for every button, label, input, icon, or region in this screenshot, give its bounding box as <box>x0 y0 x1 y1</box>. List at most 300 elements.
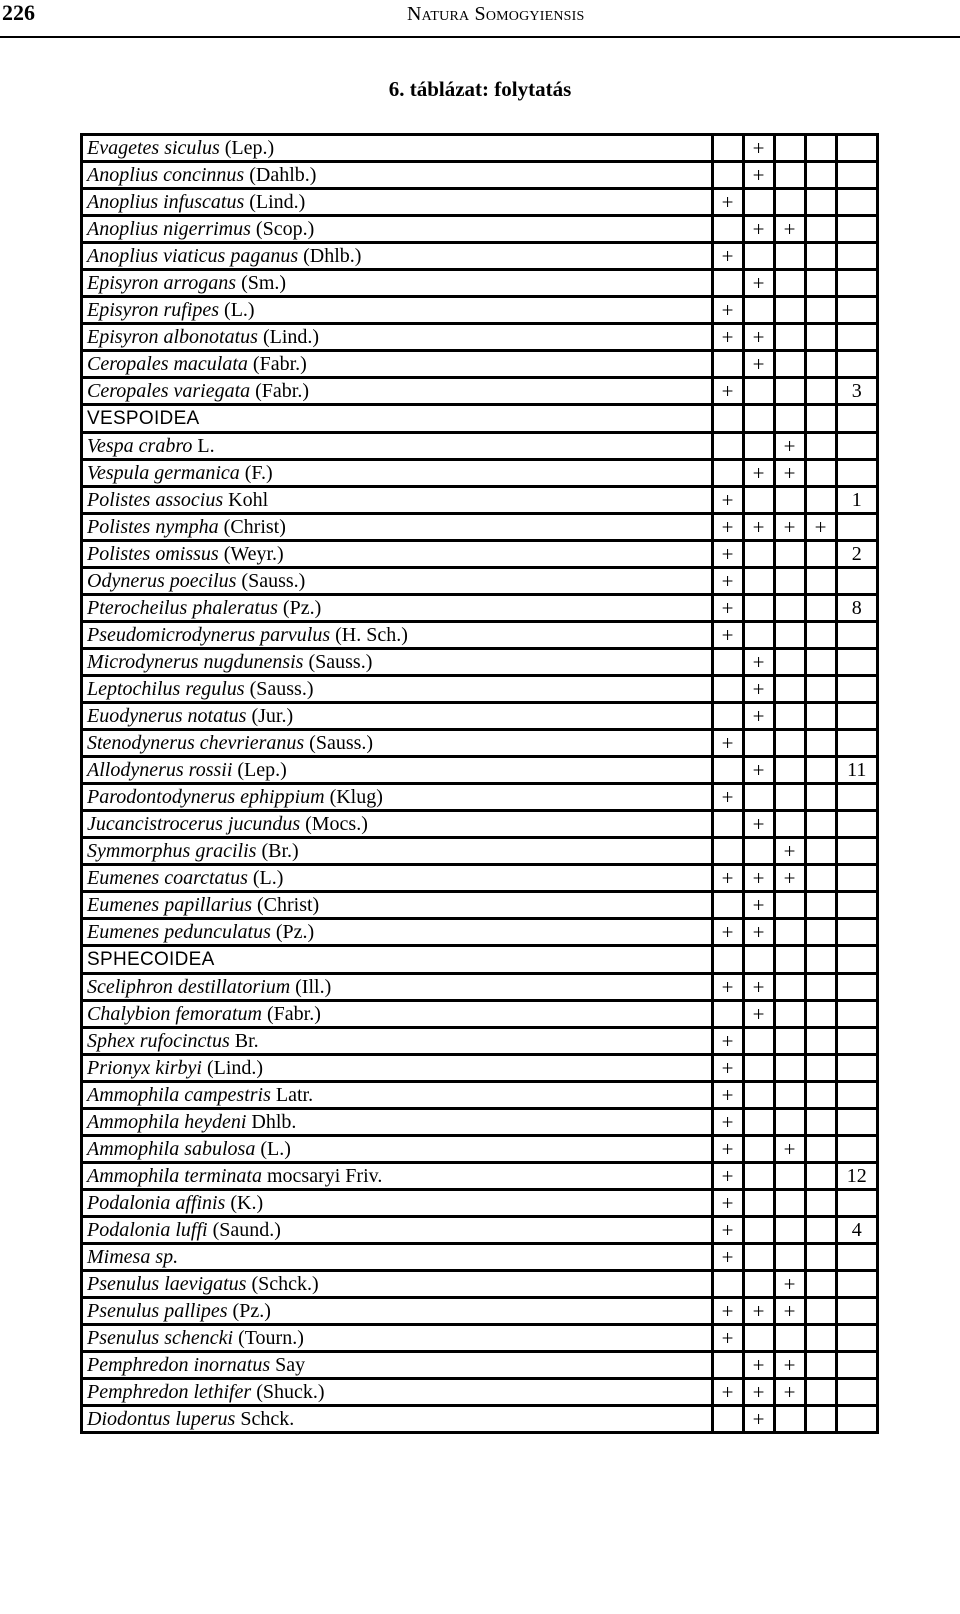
presence-mark-cell <box>805 324 836 351</box>
presence-mark-cell <box>743 378 774 405</box>
presence-mark-cell: + <box>743 1379 774 1406</box>
presence-mark-cell: + <box>712 1190 743 1217</box>
count-cell <box>836 1136 877 1163</box>
taxon-cell <box>82 1028 713 1055</box>
presence-mark-cell: + <box>743 892 774 919</box>
table-row <box>82 1001 878 1028</box>
presence-mark-cell <box>743 622 774 649</box>
count-cell <box>836 649 877 676</box>
species-name: Anoplius nigerrimus <box>87 218 251 240</box>
author-citation: Schck. <box>240 1408 295 1430</box>
table-body <box>82 135 878 1433</box>
author-citation: (Sauss.) <box>309 732 374 754</box>
author-citation: (Tourn.) <box>238 1327 304 1349</box>
presence-mark-cell <box>743 189 774 216</box>
presence-mark-cell <box>774 1055 805 1082</box>
species-name: Microdynerus nugdunensis <box>87 651 304 673</box>
table-row <box>82 703 878 730</box>
table-row <box>82 324 878 351</box>
species-name: Anoplius viaticus paganus <box>87 245 299 267</box>
presence-mark-cell <box>805 1217 836 1244</box>
species-name: Polistes associus <box>87 489 224 511</box>
presence-mark-cell <box>712 351 743 378</box>
table-row <box>82 649 878 676</box>
taxon-cell <box>82 1163 713 1190</box>
count-cell <box>836 811 877 838</box>
presence-mark-cell: + <box>712 541 743 568</box>
presence-mark-cell <box>712 216 743 243</box>
taxon-cell <box>82 1055 713 1082</box>
table-row <box>82 1136 878 1163</box>
taxon-cell <box>82 514 713 541</box>
count-cell <box>836 514 877 541</box>
presence-mark-cell: + <box>743 351 774 378</box>
table-row <box>82 1109 878 1136</box>
species-name: Sphex rufocinctus <box>87 1030 230 1052</box>
author-citation: (Sauss.) <box>308 651 373 673</box>
author-citation: Latr. <box>275 1084 314 1106</box>
presence-mark-cell <box>712 1352 743 1379</box>
presence-mark-cell <box>712 460 743 487</box>
taxon-cell <box>82 1271 713 1298</box>
presence-mark-cell: + <box>743 514 774 541</box>
presence-mark-cell <box>774 974 805 1001</box>
table-row <box>82 270 878 297</box>
count-cell <box>836 676 877 703</box>
presence-mark-cell <box>805 1244 836 1271</box>
table-row <box>82 243 878 270</box>
presence-mark-cell <box>805 487 836 514</box>
presence-mark-cell <box>805 243 836 270</box>
count-cell <box>836 189 877 216</box>
author-citation: (Ill.) <box>295 976 332 998</box>
presence-mark-cell <box>774 649 805 676</box>
author-citation: (Fabr.) <box>255 380 310 402</box>
presence-mark-cell: + <box>712 1244 743 1271</box>
count-cell: 3 <box>836 378 877 405</box>
taxon-cell <box>82 1298 713 1325</box>
presence-mark-cell <box>805 189 836 216</box>
presence-mark-cell <box>774 1082 805 1109</box>
taxon-cell <box>82 487 713 514</box>
presence-mark-cell: + <box>743 1406 774 1433</box>
presence-mark-cell <box>774 757 805 784</box>
species-name: Pterocheilus phaleratus <box>87 597 278 619</box>
presence-mark-cell <box>743 405 774 433</box>
presence-mark-cell <box>805 595 836 622</box>
presence-mark-cell <box>743 1271 774 1298</box>
author-citation: (Shuck.) <box>256 1381 325 1403</box>
presence-mark-cell <box>805 405 836 433</box>
species-name: Polistes nympha <box>87 516 219 538</box>
presence-mark-cell <box>774 270 805 297</box>
author-citation: Dhlb. <box>251 1111 297 1133</box>
presence-mark-cell: + <box>743 1352 774 1379</box>
author-citation: Say <box>275 1354 306 1376</box>
presence-mark-cell: + <box>743 270 774 297</box>
count-cell <box>836 135 877 162</box>
species-name: Eumenes papillarius <box>87 894 252 916</box>
presence-mark-cell: + <box>743 1001 774 1028</box>
presence-mark-cell: + <box>743 649 774 676</box>
taxon-cell <box>82 865 713 892</box>
count-cell <box>836 1325 877 1352</box>
author-citation: (L.) <box>224 299 255 321</box>
species-name: Euodynerus notatus <box>87 705 247 727</box>
species-name: Leptochilus regulus <box>87 678 245 700</box>
presence-mark-cell: + <box>712 1163 743 1190</box>
count-cell <box>836 974 877 1001</box>
taxon-cell <box>82 730 713 757</box>
presence-mark-cell: + <box>712 568 743 595</box>
species-name: Psenulus laevigatus <box>87 1273 247 1295</box>
presence-mark-cell <box>712 838 743 865</box>
presence-mark-cell: + <box>774 1136 805 1163</box>
presence-mark-cell: + <box>712 1109 743 1136</box>
presence-mark-cell <box>805 676 836 703</box>
presence-mark-cell: + <box>743 974 774 1001</box>
table-row <box>82 838 878 865</box>
taxon-cell <box>82 378 713 405</box>
presence-mark-cell: + <box>712 514 743 541</box>
species-name: Ammophila sabulosa <box>87 1138 256 1160</box>
presence-mark-cell <box>805 135 836 162</box>
presence-mark-cell <box>712 1271 743 1298</box>
count-cell <box>836 1028 877 1055</box>
count-cell <box>836 162 877 189</box>
table-row <box>82 1379 878 1406</box>
table-row <box>82 1028 878 1055</box>
presence-mark-cell <box>743 730 774 757</box>
count-cell <box>836 892 877 919</box>
author-citation: (Weyr.) <box>223 543 284 565</box>
count-cell <box>836 703 877 730</box>
species-name: Eumenes coarctatus <box>87 867 248 889</box>
presence-mark-cell: + <box>712 1136 743 1163</box>
count-cell: 2 <box>836 541 877 568</box>
presence-mark-cell: + <box>712 1217 743 1244</box>
taxon-cell <box>82 216 713 243</box>
table-row <box>82 730 878 757</box>
presence-mark-cell <box>805 568 836 595</box>
presence-mark-cell <box>712 649 743 676</box>
presence-mark-cell <box>805 811 836 838</box>
presence-mark-cell <box>774 1190 805 1217</box>
species-name: Ammophila heydeni <box>87 1111 247 1133</box>
taxon-cell <box>82 838 713 865</box>
count-cell <box>836 784 877 811</box>
presence-mark-cell <box>774 378 805 405</box>
taxon-cell <box>82 351 713 378</box>
table-row <box>82 919 878 946</box>
count-cell <box>836 460 877 487</box>
species-name: Anoplius concinnus <box>87 164 245 186</box>
presence-mark-cell: + <box>712 865 743 892</box>
author-citation: (Sauss.) <box>241 570 306 592</box>
taxon-cell <box>82 919 713 946</box>
count-cell <box>836 946 877 974</box>
presence-mark-cell <box>743 838 774 865</box>
presence-mark-cell <box>805 892 836 919</box>
author-citation: (Scop.) <box>255 218 315 240</box>
presence-mark-cell <box>805 270 836 297</box>
taxon-cell <box>82 460 713 487</box>
count-cell <box>836 1352 877 1379</box>
species-name: Anoplius infuscatus <box>87 191 245 213</box>
author-citation: (Dahlb.) <box>249 164 317 186</box>
presence-mark-cell <box>774 541 805 568</box>
presence-mark-cell <box>774 811 805 838</box>
table-row <box>82 297 878 324</box>
group-header-row <box>82 405 878 433</box>
taxon-cell <box>82 243 713 270</box>
species-name: Jucancistrocerus jucundus <box>87 813 301 835</box>
presence-mark-cell <box>743 595 774 622</box>
presence-mark-cell <box>774 189 805 216</box>
presence-mark-cell <box>774 595 805 622</box>
species-name: Diodontus luperus <box>87 1408 236 1430</box>
presence-mark-cell: + <box>712 189 743 216</box>
presence-mark-cell <box>743 541 774 568</box>
presence-mark-cell: + <box>743 919 774 946</box>
count-cell <box>836 351 877 378</box>
presence-mark-cell: + <box>712 595 743 622</box>
presence-mark-cell <box>743 487 774 514</box>
presence-mark-cell <box>805 1190 836 1217</box>
presence-mark-cell: + <box>774 838 805 865</box>
count-cell <box>836 1244 877 1271</box>
presence-mark-cell <box>805 649 836 676</box>
species-name: Polistes omissus <box>87 543 219 565</box>
table-row <box>82 974 878 1001</box>
presence-mark-cell <box>805 297 836 324</box>
taxon-cell <box>82 189 713 216</box>
presence-mark-cell <box>805 1352 836 1379</box>
count-cell <box>836 405 877 433</box>
count-cell <box>836 1001 877 1028</box>
author-citation: (Lep.) <box>224 137 275 159</box>
presence-mark-cell <box>805 703 836 730</box>
author-citation: (Schck.) <box>251 1273 319 1295</box>
taxon-cell <box>82 568 713 595</box>
presence-mark-cell <box>743 784 774 811</box>
presence-mark-cell <box>712 892 743 919</box>
species-name: Pseudomicrodynerus parvulus <box>87 624 331 646</box>
group-label: SPHECOIDEA <box>87 949 215 970</box>
presence-mark-cell <box>743 568 774 595</box>
count-cell <box>836 243 877 270</box>
count-cell <box>836 1190 877 1217</box>
presence-mark-cell <box>805 784 836 811</box>
author-citation: Kohl <box>228 489 269 511</box>
taxon-cell <box>82 433 713 460</box>
presence-mark-cell <box>712 946 743 974</box>
author-citation: (Fabr.) <box>267 1003 321 1025</box>
count-cell <box>836 324 877 351</box>
presence-mark-cell <box>743 1217 774 1244</box>
species-name: Evagetes siculus <box>87 137 220 159</box>
presence-mark-cell: + <box>743 460 774 487</box>
presence-mark-cell: + <box>774 514 805 541</box>
table-row <box>82 1082 878 1109</box>
count-cell <box>836 433 877 460</box>
taxon-cell <box>82 1217 713 1244</box>
presence-mark-cell: + <box>712 974 743 1001</box>
table-row <box>82 757 878 784</box>
taxon-cell <box>82 811 713 838</box>
presence-mark-cell: + <box>712 487 743 514</box>
presence-mark-cell: + <box>712 730 743 757</box>
presence-mark-cell <box>774 622 805 649</box>
species-name: Ceropales variegata <box>87 380 251 402</box>
presence-mark-cell <box>743 297 774 324</box>
species-name: Ceropales maculata <box>87 353 248 375</box>
taxon-cell <box>82 1406 713 1433</box>
presence-mark-cell: + <box>774 460 805 487</box>
taxon-cell <box>82 1325 713 1352</box>
count-cell <box>836 1379 877 1406</box>
species-name: Vespula germanica <box>87 462 240 484</box>
presence-mark-cell <box>805 730 836 757</box>
presence-mark-cell <box>712 135 743 162</box>
species-name: Episyron albonotatus <box>87 326 258 348</box>
species-table <box>80 133 879 1434</box>
table-row <box>82 378 878 405</box>
table-row <box>82 433 878 460</box>
table-row <box>82 460 878 487</box>
count-cell: 12 <box>836 1163 877 1190</box>
species-name: Psenulus schencki <box>87 1327 234 1349</box>
species-name: Vespa crabro <box>87 435 193 457</box>
author-citation: (Christ) <box>257 894 320 916</box>
table-row <box>82 135 878 162</box>
presence-mark-cell <box>743 433 774 460</box>
taxon-cell <box>82 1001 713 1028</box>
presence-mark-cell <box>805 216 836 243</box>
presence-mark-cell <box>774 703 805 730</box>
taxon-cell <box>82 703 713 730</box>
author-citation: (Sauss.) <box>249 678 314 700</box>
presence-mark-cell: + <box>743 757 774 784</box>
presence-mark-cell <box>805 1055 836 1082</box>
author-citation: (Mocs.) <box>305 813 368 835</box>
presence-mark-cell: + <box>774 865 805 892</box>
presence-mark-cell <box>805 946 836 974</box>
table-row <box>82 514 878 541</box>
count-cell <box>836 865 877 892</box>
presence-mark-cell <box>712 703 743 730</box>
taxon-cell <box>82 784 713 811</box>
presence-mark-cell <box>805 757 836 784</box>
page-number: 226 <box>2 0 35 25</box>
presence-mark-cell: + <box>712 1028 743 1055</box>
presence-mark-cell <box>774 1244 805 1271</box>
count-cell: 8 <box>836 595 877 622</box>
presence-mark-cell <box>774 487 805 514</box>
author-citation: (L.) <box>252 867 284 889</box>
taxon-cell <box>82 757 713 784</box>
taxon-cell <box>82 135 713 162</box>
author-citation: (Klug) <box>329 786 383 808</box>
table-row <box>82 1244 878 1271</box>
count-cell: 11 <box>836 757 877 784</box>
author-citation: (Lep.) <box>237 759 287 781</box>
presence-mark-cell <box>712 1001 743 1028</box>
presence-mark-cell <box>774 324 805 351</box>
presence-mark-cell: + <box>774 1271 805 1298</box>
presence-mark-cell <box>774 1109 805 1136</box>
presence-mark-cell <box>774 297 805 324</box>
species-name: Psenulus pallipes <box>87 1300 228 1322</box>
presence-mark-cell <box>774 919 805 946</box>
presence-mark-cell: + <box>712 1055 743 1082</box>
presence-mark-cell <box>774 162 805 189</box>
presence-mark-cell <box>774 1406 805 1433</box>
presence-mark-cell <box>774 568 805 595</box>
species-name: Ammophila campestris <box>87 1084 271 1106</box>
presence-mark-cell <box>805 838 836 865</box>
table-row <box>82 568 878 595</box>
presence-mark-cell <box>743 1163 774 1190</box>
presence-mark-cell <box>712 162 743 189</box>
species-name: Odynerus poecilus <box>87 570 237 592</box>
count-cell <box>836 838 877 865</box>
presence-mark-cell: + <box>774 1379 805 1406</box>
species-name: Ammophila terminata <box>87 1165 262 1187</box>
table-row <box>82 541 878 568</box>
presence-mark-cell <box>805 433 836 460</box>
taxon-cell <box>82 405 713 433</box>
table-row <box>82 1298 878 1325</box>
species-name: Sceliphron destillatorium <box>87 976 291 998</box>
count-cell <box>836 919 877 946</box>
presence-mark-cell: + <box>712 1325 743 1352</box>
taxon-cell <box>82 541 713 568</box>
author-citation: (Christ) <box>223 516 286 538</box>
species-name: Pemphredon lethifer <box>87 1381 252 1403</box>
table-row <box>82 892 878 919</box>
author-citation: (Saund.) <box>212 1219 281 1241</box>
author-citation: (Lind.) <box>249 191 306 213</box>
count-cell: 4 <box>836 1217 877 1244</box>
taxon-cell <box>82 946 713 974</box>
presence-mark-cell <box>774 1217 805 1244</box>
species-name: Pemphredon inornatus <box>87 1354 271 1376</box>
presence-mark-cell: + <box>712 784 743 811</box>
taxon-cell <box>82 1379 713 1406</box>
taxon-cell <box>82 270 713 297</box>
count-cell <box>836 730 877 757</box>
count-cell <box>836 1271 877 1298</box>
presence-mark-cell: + <box>743 216 774 243</box>
taxon-cell <box>82 1244 713 1271</box>
group-label: VESPOIDEA <box>87 408 200 429</box>
presence-mark-cell <box>805 1379 836 1406</box>
presence-mark-cell: + <box>712 1082 743 1109</box>
author-citation: (Dhlb.) <box>303 245 362 267</box>
table-row <box>82 1271 878 1298</box>
author-citation: Br. <box>234 1030 259 1052</box>
presence-mark-cell <box>743 1028 774 1055</box>
table-row <box>82 1325 878 1352</box>
presence-mark-cell <box>805 1082 836 1109</box>
presence-mark-cell <box>774 1163 805 1190</box>
presence-mark-cell <box>743 243 774 270</box>
author-citation: (L.) <box>260 1138 291 1160</box>
presence-mark-cell <box>805 865 836 892</box>
table-row <box>82 1352 878 1379</box>
presence-mark-cell <box>805 1271 836 1298</box>
